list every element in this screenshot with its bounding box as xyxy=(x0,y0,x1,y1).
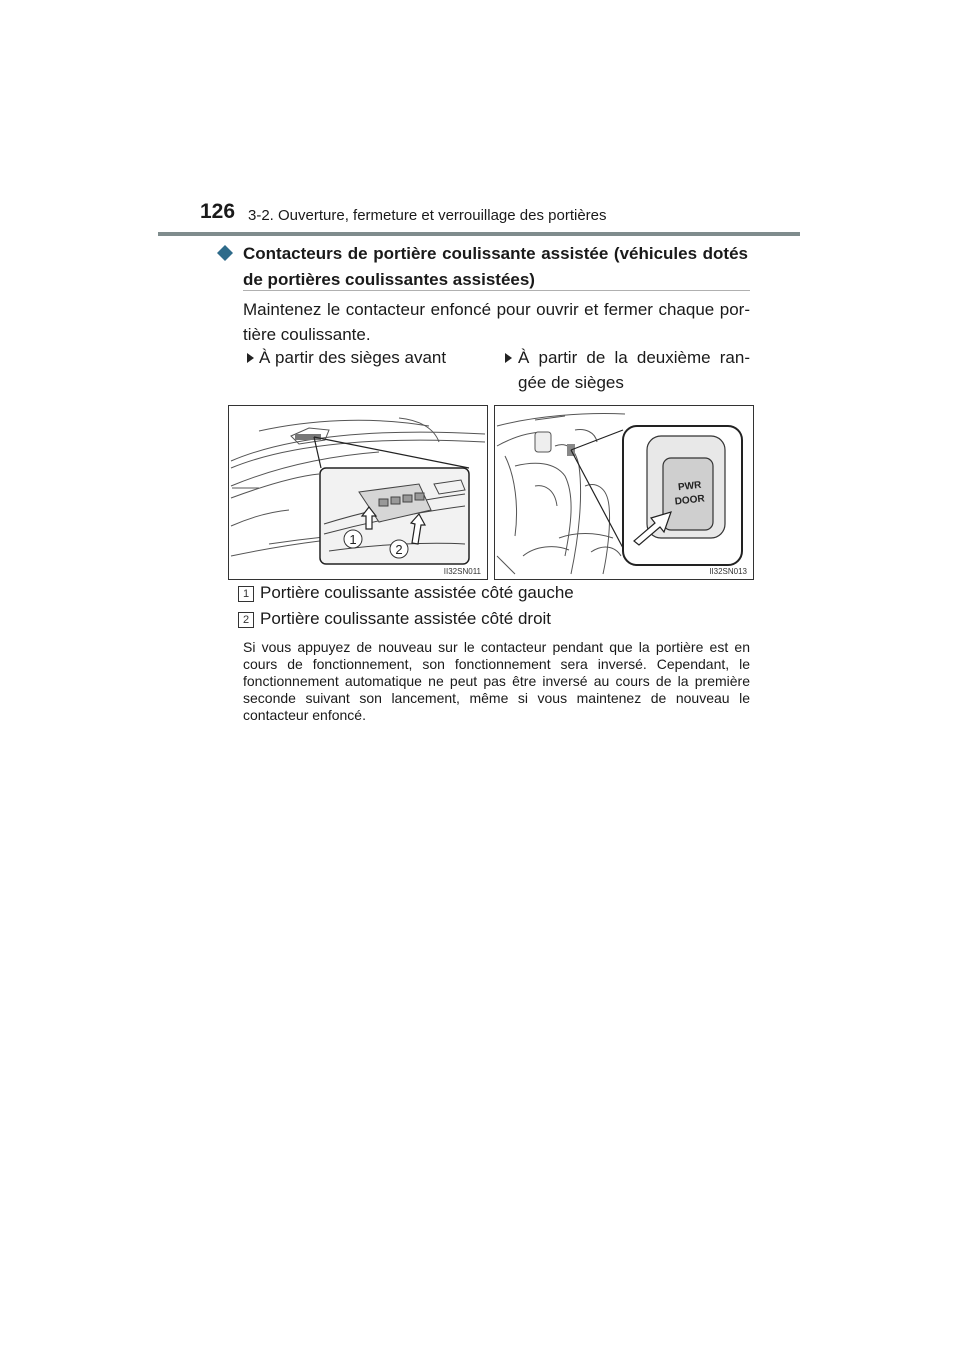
figure-code: II32SN013 xyxy=(709,567,747,576)
title-rule xyxy=(243,290,750,291)
section-header: 3-2. Ouverture, fermeture et verrouillage des portières xyxy=(248,207,607,224)
legend-number-2: 2 xyxy=(238,612,254,628)
overhead-console-illustration xyxy=(229,406,487,579)
callout-2: 2 xyxy=(395,542,403,557)
diamond-bullet-icon xyxy=(217,245,233,261)
sub-label-front-seats: À partir des sièges avant xyxy=(259,348,447,367)
triangle-bullet-icon xyxy=(247,353,254,363)
callout-1: 1 xyxy=(349,532,357,547)
figure-code: II32SN011 xyxy=(443,567,481,576)
section-title: Contacteurs de portière coulissante assistée (véhicules dotés de portières coulissantes assistées) xyxy=(243,244,748,289)
note-paragraph: Si vous appuyez de nouveau sur le contacteur pendant que la portière est en cours de fonctionnement, son fonctionnement sera inversé. Cependant, le fonctionnement automatique ne peut pas être inversé au cours de la première seconde suivant son lancement, même si vous maintenez de nouveau le contacteur enfoncé. xyxy=(243,639,750,723)
figure-second-row xyxy=(494,405,754,580)
page-number: 126 xyxy=(200,200,236,223)
triangle-bullet-icon xyxy=(505,353,512,363)
legend-number-1: 1 xyxy=(238,586,254,602)
sub-label-second-row: À partir de la deuxième ran-gée de sièges xyxy=(518,348,750,392)
figure-front-seats xyxy=(228,405,488,580)
second-row-illustration xyxy=(495,406,753,579)
header-rule xyxy=(158,232,800,236)
legend-text-1: Portière coulissante assistée côté gauche xyxy=(260,583,574,602)
pwr-label: PWR xyxy=(677,479,702,494)
door-label: DOOR xyxy=(674,493,706,508)
body-paragraph: Maintenez le contacteur enfoncé pour ouvrir et fermer chaque por-tière coulissante. xyxy=(243,300,750,344)
legend-text-2: Portière coulissante assistée côté droit xyxy=(260,609,552,628)
